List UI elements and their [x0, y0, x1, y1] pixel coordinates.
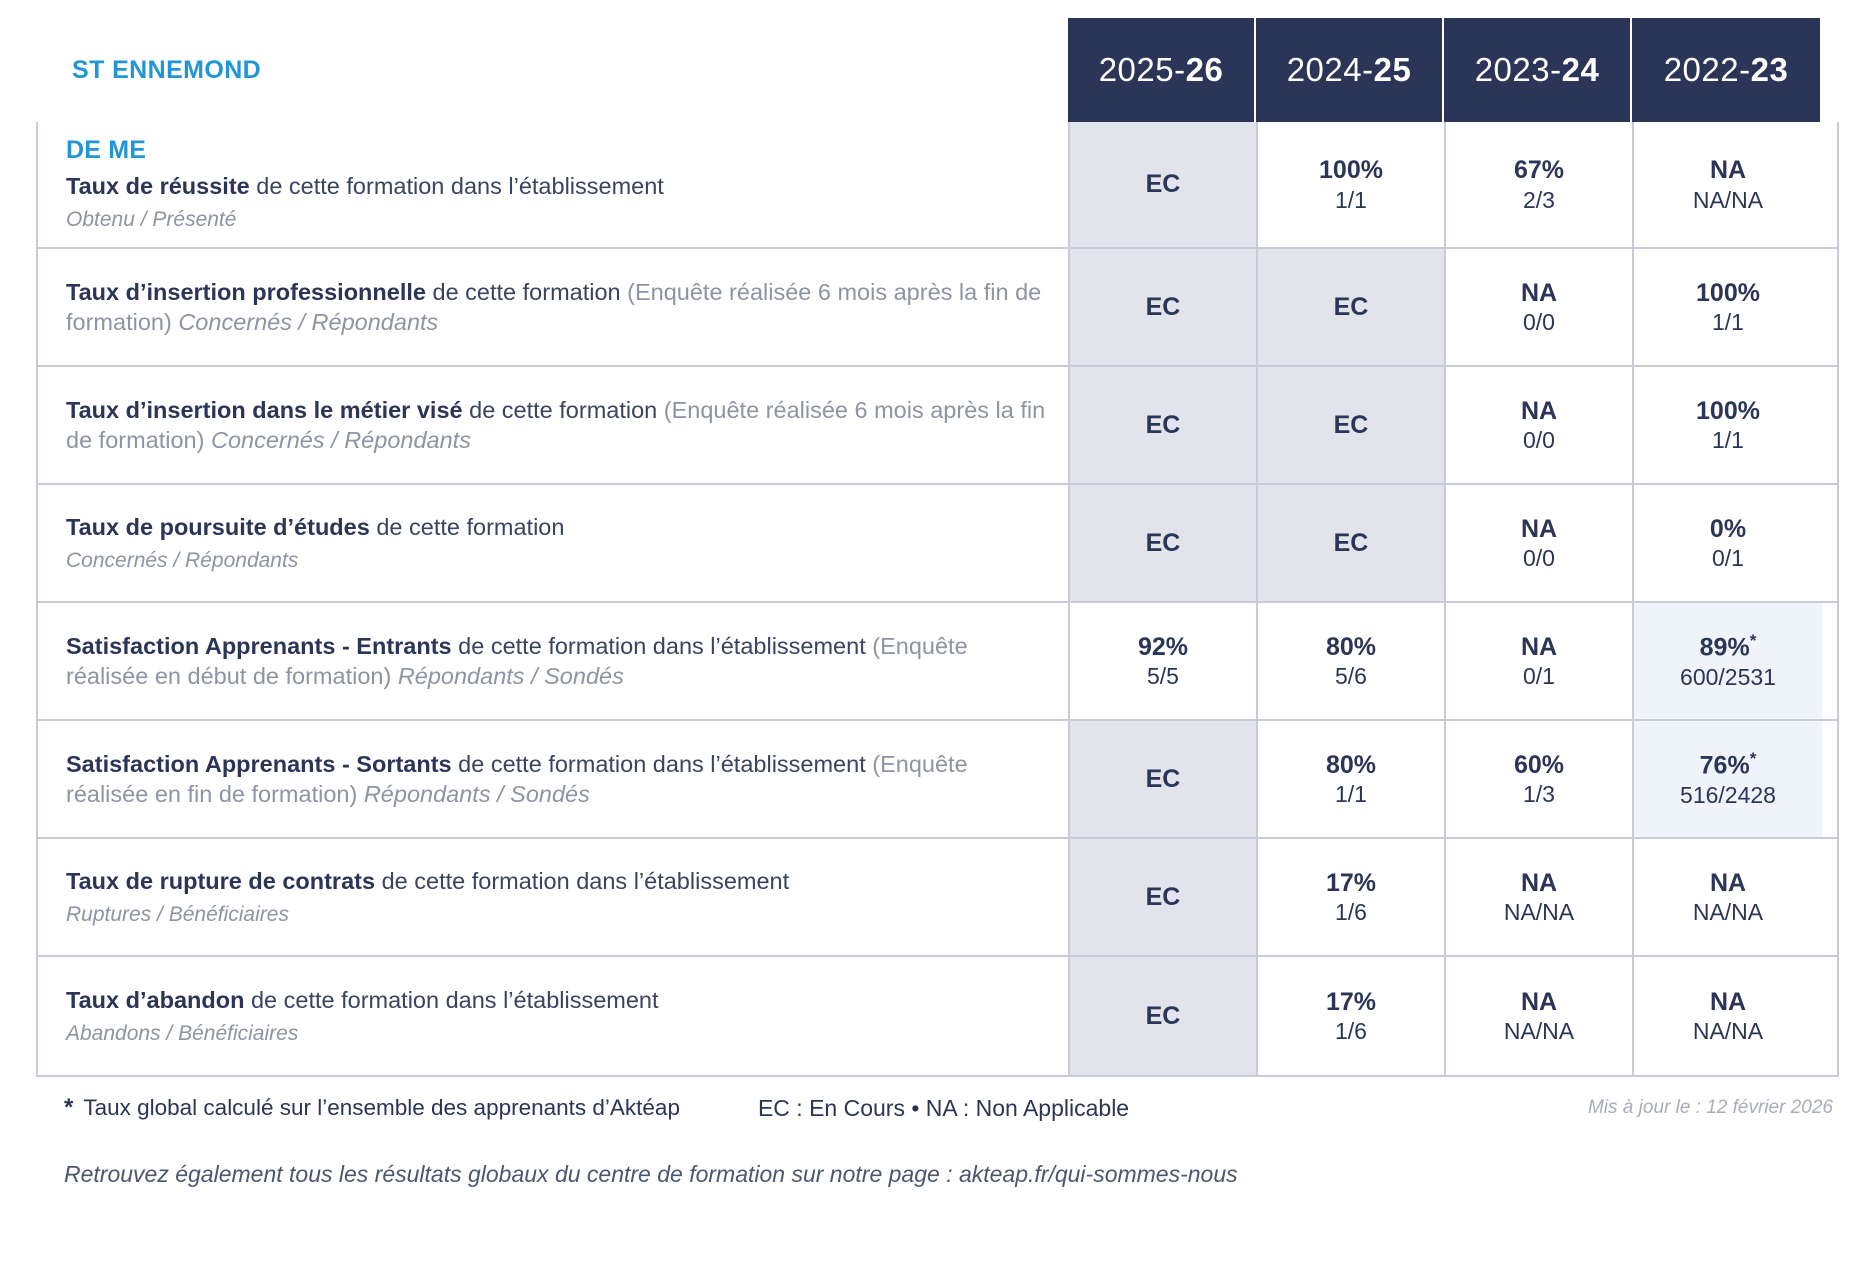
year-prefix: 2023-: [1474, 51, 1562, 88]
indicator-label-cell: [38, 485, 1070, 601]
indicator-title-note: (Enquête réalisée en début de formation): [66, 633, 968, 690]
value-main: [1700, 749, 1757, 780]
table-row: [38, 485, 1837, 603]
indicator-title: [66, 512, 1050, 542]
table-row: [38, 603, 1837, 721]
value-sub: NA/NA: [1503, 1018, 1575, 1045]
value-sub: 1/1: [1712, 427, 1744, 454]
value-cell-2023-24: [1446, 249, 1634, 365]
indicator-title-ratio: Répondants / Sondés: [397, 663, 624, 690]
indicator-subtitle: Obtenu / Présenté: [66, 208, 237, 232]
value-sub: 1/6: [1335, 1018, 1367, 1045]
value-sub: 516/2428: [1680, 782, 1776, 809]
value-cell-2023-24: [1446, 957, 1634, 1075]
value-main: NA: [1520, 868, 1558, 897]
indicator-label-cell: [38, 721, 1070, 837]
value-cell-2023-24: [1446, 485, 1634, 601]
year-column-header-2024-25: [1256, 18, 1444, 122]
value-cell-2025-26: [1070, 367, 1258, 483]
value-sub: 600/2531: [1680, 664, 1776, 691]
value-star: *: [1749, 749, 1757, 769]
year-column-header-2023-24: [1444, 18, 1632, 122]
value-main: EC: [1333, 292, 1369, 321]
indicator-title-ratio: Concernés / Répondants: [178, 309, 439, 336]
value-main: EC: [1145, 292, 1181, 321]
value-cell-2022-23: [1634, 367, 1822, 483]
value-cell-2022-23: [1634, 249, 1822, 365]
footer-note: Retrouvez également tous les résultats globaux du centre de formation sur notre page : akteap.fr/qui-sommes-nous: [64, 1161, 1238, 1188]
year-suffix: 24: [1561, 51, 1600, 88]
value-main: [1700, 631, 1757, 662]
value-cell-2022-23: [1634, 957, 1822, 1075]
value-main: 80%: [1325, 632, 1377, 661]
value-main: 100%: [1696, 396, 1760, 425]
value-cell-2023-24: [1446, 122, 1634, 247]
value-main: EC: [1145, 764, 1181, 793]
value-sub: 1/3: [1523, 781, 1555, 808]
value-sub: 1/1: [1335, 781, 1367, 808]
value-main: 67%: [1513, 155, 1565, 184]
footnote-star: *: [64, 1094, 74, 1122]
footnote-text: Taux global calculé sur l’ensemble des apprenants d’Aktéap: [83, 1095, 680, 1121]
table-header: [36, 18, 1839, 122]
value-main: 60%: [1513, 750, 1565, 779]
year-prefix: 2024-: [1286, 51, 1374, 88]
indicator-title-ratio: Concernés / Répondants: [210, 427, 471, 454]
value-cell-2025-26: [1070, 122, 1258, 247]
indicator-title-bold: Taux d’insertion professionnelle: [66, 279, 426, 306]
indicator-label-cell: [38, 839, 1070, 955]
value-sub: NA/NA: [1692, 1018, 1764, 1045]
value-cell-2025-26: [1070, 721, 1258, 837]
indicator-title-ratio: Répondants / Sondés: [363, 781, 590, 808]
value-main: NA: [1520, 396, 1558, 425]
value-main: EC: [1145, 1001, 1181, 1030]
indicator-title-bold: Taux de rupture de contrats: [66, 868, 376, 895]
indicator-title-note: (Enquête réalisée 6 mois après la fin de formation): [66, 397, 1046, 454]
value-main: 17%: [1325, 987, 1377, 1016]
value-sub: 0/1: [1712, 545, 1744, 572]
value-star: *: [1749, 631, 1757, 651]
indicator-title: [66, 395, 1050, 455]
indicator-title-rest: de cette formation dans l’établissement: [244, 987, 659, 1014]
value-sub: 5/6: [1335, 663, 1367, 690]
value-sub: 5/5: [1147, 663, 1179, 690]
year-column-header-2022-23: [1632, 18, 1820, 122]
value-cell-2024-25: [1258, 721, 1446, 837]
year-column-header-2025-26: [1068, 18, 1256, 122]
value-main: 100%: [1696, 278, 1760, 307]
indicator-subtitle: Abandons / Bénéficiaires: [66, 1022, 299, 1046]
page-title: ST ENNEMOND: [72, 55, 262, 84]
indicator-title: [66, 277, 1050, 337]
value-main: EC: [1333, 528, 1369, 557]
value-main: 100%: [1319, 155, 1383, 184]
indicator-label-cell: [38, 122, 1070, 247]
indicator-title-bold: Taux de poursuite d’études: [66, 514, 370, 541]
indicator-label-cell: [38, 957, 1070, 1075]
table-row: [38, 721, 1837, 839]
year-prefix: 2025-: [1098, 51, 1186, 88]
indicator-title-rest: de cette formation dans l’établissement: [249, 173, 664, 199]
indicator-subtitle: Concernés / Répondants: [66, 549, 299, 573]
value-cell-2023-24: [1446, 603, 1634, 719]
value-main: NA: [1520, 632, 1558, 661]
indicator-title: [66, 866, 1050, 896]
value-main: NA: [1709, 868, 1747, 897]
value-main: NA: [1520, 278, 1558, 307]
value-cell-2022-23: [1634, 839, 1822, 955]
value-main: EC: [1145, 882, 1181, 911]
year-suffix: 23: [1750, 51, 1789, 88]
legend-abbreviations: EC : En Cours • NA : Non Applicable: [757, 1094, 1130, 1121]
indicator-label-cell: [38, 603, 1070, 719]
indicator-title: [66, 985, 1050, 1015]
value-cell-2024-25: [1258, 957, 1446, 1075]
indicator-title: [66, 749, 1050, 809]
value-main: NA: [1709, 155, 1747, 184]
indicator-title-rest: de cette formation: [462, 397, 664, 424]
value-cell-2022-23: [1634, 721, 1822, 837]
results-sheet: [0, 18, 1875, 1268]
value-number: 89%: [1699, 633, 1750, 662]
indicators-table: [36, 122, 1839, 1077]
value-main: EC: [1145, 410, 1181, 439]
program-code: DE ME: [66, 136, 147, 164]
value-sub: 1/1: [1335, 186, 1367, 213]
year-prefix: 2022-: [1663, 51, 1751, 88]
value-cell-2024-25: [1258, 839, 1446, 955]
table-row: [38, 957, 1837, 1075]
value-sub: NA/NA: [1692, 186, 1764, 213]
indicator-title-rest: de cette formation: [369, 514, 565, 541]
value-sub: 1/6: [1335, 899, 1367, 926]
value-sub: 1/1: [1712, 309, 1744, 336]
value-sub: 0/0: [1523, 545, 1555, 572]
indicator-title-note: (Enquête réalisée 6 mois après la fin de formation): [66, 279, 1042, 336]
value-cell-2024-25: [1258, 485, 1446, 601]
indicator-label-cell: [38, 249, 1070, 365]
indicator-title-bold: Satisfaction Apprenants - Sortants: [66, 751, 452, 778]
indicator-subtitle: Ruptures / Bénéficiaires: [66, 903, 289, 927]
indicator-title-bold: Taux d’abandon: [66, 987, 245, 1014]
value-sub: 2/3: [1523, 186, 1555, 213]
value-cell-2022-23: [1634, 485, 1822, 601]
table-row: [38, 839, 1837, 957]
value-main: 17%: [1325, 868, 1377, 897]
value-sub: NA/NA: [1503, 899, 1575, 926]
indicator-title-bold: Taux de réussite: [66, 173, 250, 199]
value-cell-2024-25: [1258, 122, 1446, 247]
value-cell-2024-25: [1258, 367, 1446, 483]
value-cell-2025-26: [1070, 249, 1258, 365]
value-main: EC: [1145, 170, 1181, 199]
value-main: NA: [1520, 987, 1558, 1016]
value-main: 80%: [1325, 750, 1377, 779]
table-row: [38, 122, 1837, 249]
indicator-title-bold: Taux d’insertion dans le métier visé: [66, 397, 463, 424]
value-sub: 0/0: [1523, 309, 1555, 336]
value-cell-2025-26: [1070, 957, 1258, 1075]
value-main: EC: [1333, 410, 1369, 439]
value-main: NA: [1520, 514, 1558, 543]
indicator-label-cell: [38, 367, 1070, 483]
year-suffix: 26: [1185, 51, 1224, 88]
table-row: [38, 367, 1837, 485]
value-sub: 0/0: [1523, 427, 1555, 454]
value-cell-2024-25: [1258, 603, 1446, 719]
value-sub: NA/NA: [1692, 899, 1764, 926]
value-cell-2022-23: [1634, 122, 1822, 247]
value-sub: 0/1: [1523, 663, 1555, 690]
value-number: 76%: [1699, 751, 1750, 780]
value-cell-2024-25: [1258, 249, 1446, 365]
indicator-title-rest: de cette formation: [425, 279, 628, 306]
indicator-title-rest: de cette formation dans l’établissement: [375, 868, 790, 895]
value-cell-2023-24: [1446, 721, 1634, 837]
value-cell-2022-23: [1634, 603, 1822, 719]
value-main: 0%: [1709, 514, 1747, 543]
indicator-title-note: (Enquête réalisée en fin de formation): [66, 751, 968, 808]
footer-legend: [36, 1077, 1839, 1139]
value-cell-2023-24: [1446, 839, 1634, 955]
year-suffix: 25: [1373, 51, 1412, 88]
value-main: 92%: [1137, 632, 1189, 661]
indicator-title: [66, 171, 1050, 201]
last-updated: Mis à jour le : 12 février 2026: [1587, 1097, 1833, 1119]
value-cell-2025-26: [1070, 485, 1258, 601]
indicator-title-rest: de cette formation dans l’établissement: [451, 751, 873, 778]
indicator-title-rest: de cette formation dans l’établissement: [451, 633, 873, 660]
value-cell-2023-24: [1446, 367, 1634, 483]
indicator-title: [66, 631, 1050, 691]
value-cell-2025-26: [1070, 603, 1258, 719]
value-main: EC: [1145, 528, 1181, 557]
value-cell-2025-26: [1070, 839, 1258, 955]
value-main: NA: [1709, 987, 1747, 1016]
indicator-title-bold: Satisfaction Apprenants - Entrants: [66, 633, 452, 660]
table-row: [38, 249, 1837, 367]
